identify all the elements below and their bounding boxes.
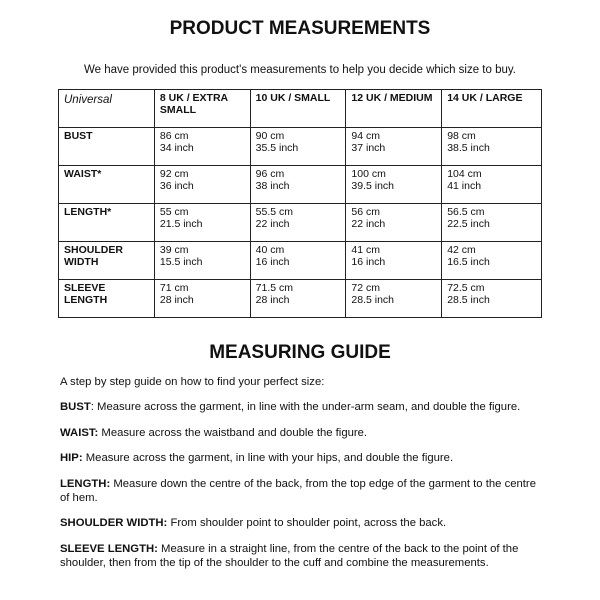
cm-value: 71.5 cm [255,282,293,294]
cm-value: 98 cm [447,130,476,142]
cm-value: 72 cm [351,282,380,294]
column-header: 8 UK / EXTRA SMALL [154,90,250,128]
size-table [58,89,542,318]
inch-value: 22 inch [255,218,290,230]
guide-term: HIP: [60,452,83,464]
row-label: SLEEVE LENGTH [59,280,155,318]
inch-value: 34 inch [159,142,194,154]
guide-text: From shoulder point to shoulder point, across the back. [167,517,447,529]
row-label: LENGTH* [59,204,155,242]
row-label: BUST [59,128,155,166]
table-cell [250,242,346,280]
page-title: PRODUCT MEASUREMENTS [169,18,431,39]
cm-value: 56.5 cm [447,206,485,218]
cm-value: 40 cm [255,244,285,256]
row-label: WAIST* [59,166,155,204]
guide-text: Measure in a straight line, from the centre of the back to the point of the shoulder, then from the tip of the shoulder to the cuff and combine the measurements. [60,543,519,569]
inch-value: 41 inch [447,180,482,192]
cm-value: 104 cm [447,168,482,180]
table-row [59,128,542,166]
cm-value: 41 cm [351,244,380,256]
table-cell [154,280,250,318]
column-header: 14 UK / LARGE [442,90,542,128]
inch-value: 22 inch [351,218,386,230]
inch-value: 38.5 inch [447,142,490,154]
guide-term: SHOULDER WIDTH: [60,517,168,529]
table-cell [442,128,542,166]
inch-value: 16.5 inch [447,256,490,268]
inch-value: 16 inch [351,256,386,268]
table-cell [442,204,542,242]
table-cell [346,204,442,242]
guide-text: Measure across the garment, in line with your hips, and double the figure. [82,452,454,464]
guide-item-waist [60,427,546,441]
guide-text: : Measure across the garment, in line with the under-arm seam, and double the figure. [90,401,521,413]
column-header: 10 UK / SMALL [250,90,346,128]
cm-value: 100 cm [351,168,386,180]
inch-value: 28.5 inch [447,294,490,306]
table-cell [250,204,346,242]
table-cell [250,128,346,166]
guide-title: MEASURING GUIDE [209,342,391,363]
cm-value: 71 cm [159,282,189,294]
row-label: SHOULDER WIDTH [59,242,155,280]
guide-item-length [60,478,546,505]
guide-term: WAIST: [60,427,99,439]
guide-text: Measure down the centre of the back, from the top edge of the garment to the centre of hem. [60,478,536,504]
inch-value: 15.5 inch [159,256,203,268]
table-row [59,204,542,242]
table-cell [346,128,442,166]
cm-value: 72.5 cm [447,282,485,294]
cm-value: 42 cm [447,244,476,256]
guide-item-hip [60,452,546,466]
table-cell [250,280,346,318]
cm-value: 86 cm [159,130,189,142]
cm-value: 90 cm [255,130,285,142]
cm-value: 55 cm [159,206,189,218]
table-corner-label: Universal [59,90,155,128]
cm-value: 56 cm [351,206,380,218]
cm-value: 55.5 cm [255,206,293,218]
inch-value: 35.5 inch [255,142,299,154]
table-cell [442,166,542,204]
guide-text: Measure across the waistband and double the figure. [98,427,368,439]
inch-value: 28 inch [255,294,290,306]
inch-value: 16 inch [255,256,290,268]
inch-value: 39.5 inch [351,180,395,192]
table-cell [442,280,542,318]
table-row [59,280,542,318]
table-cell [154,128,250,166]
inch-value: 28 inch [159,294,194,306]
table-cell [346,280,442,318]
table-cell [346,242,442,280]
table-row [59,166,542,204]
table-cell [154,204,250,242]
table-cell [442,242,542,280]
table-cell [154,166,250,204]
table-header-row [59,90,542,128]
guide-item-sleeve-length [60,543,546,570]
intro-text: We have provided this product's measurements to help you decide which size to buy. [84,64,516,76]
guide-item-shoulder-width [60,517,546,531]
table-row [59,242,542,280]
inch-value: 37 inch [351,142,386,154]
cm-value: 39 cm [159,244,189,256]
table-cell [346,166,442,204]
column-header: 12 UK / MEDIUM [346,90,442,128]
inch-value: 36 inch [159,180,194,192]
table-cell [250,166,346,204]
cm-value: 92 cm [159,168,189,180]
guide-term: SLEEVE LENGTH: [60,543,158,555]
inch-value: 28.5 inch [351,294,395,306]
inch-value: 21.5 inch [159,218,203,230]
inch-value: 22.5 inch [447,218,490,230]
inch-value: 38 inch [255,180,290,192]
cm-value: 96 cm [255,168,285,180]
table-cell [154,242,250,280]
guide-term: BUST [60,401,91,413]
guide-intro: A step by step guide on how to find your perfect size: [60,376,325,388]
cm-value: 94 cm [351,130,380,142]
guide-term: LENGTH: [60,478,111,490]
guide-item-bust [60,401,546,415]
